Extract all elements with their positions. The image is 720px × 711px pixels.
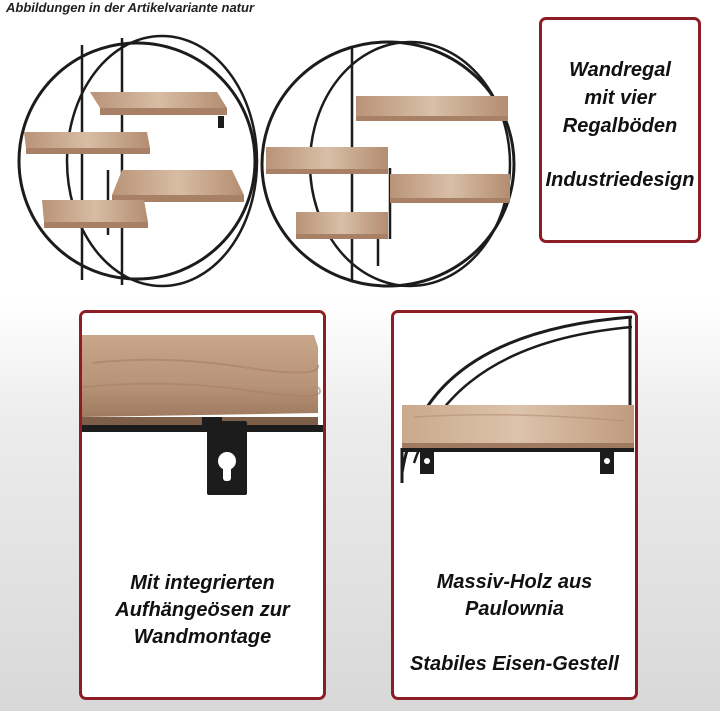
mounting-text-line-2: Aufhängeösen zur	[115, 599, 290, 621]
material-text	[394, 569, 635, 623]
detail-photo-eyelet	[82, 313, 323, 533]
frame-text: Stabiles Eisen-Gestell	[410, 653, 619, 675]
feature-title-line-2: mit vier	[584, 87, 656, 109]
material-text-line-2: Paulownia	[465, 598, 564, 620]
feature-subtitle: Industriedesign	[545, 169, 695, 191]
detail-card-mounting	[79, 310, 326, 700]
mounting-text-line-1: Mit integrierten	[130, 572, 275, 594]
feature-card-shelf	[539, 17, 701, 243]
mounting-text-line-3: Wandmontage	[133, 626, 272, 648]
feature-title-line-3: Regalböden	[562, 115, 678, 137]
mounting-text	[82, 570, 323, 651]
detail-card-material	[391, 310, 638, 700]
variant-caption: Abbildungen in der Artikelvariante natur	[6, 0, 254, 15]
product-photo-front	[12, 30, 262, 292]
material-text-line-1: Massiv-Holz aus	[436, 571, 593, 593]
detail-photo-shelf	[394, 313, 635, 533]
feature-title	[542, 56, 698, 140]
product-photo-angle	[260, 34, 525, 294]
feature-title-line-1: Wandregal	[569, 59, 671, 81]
